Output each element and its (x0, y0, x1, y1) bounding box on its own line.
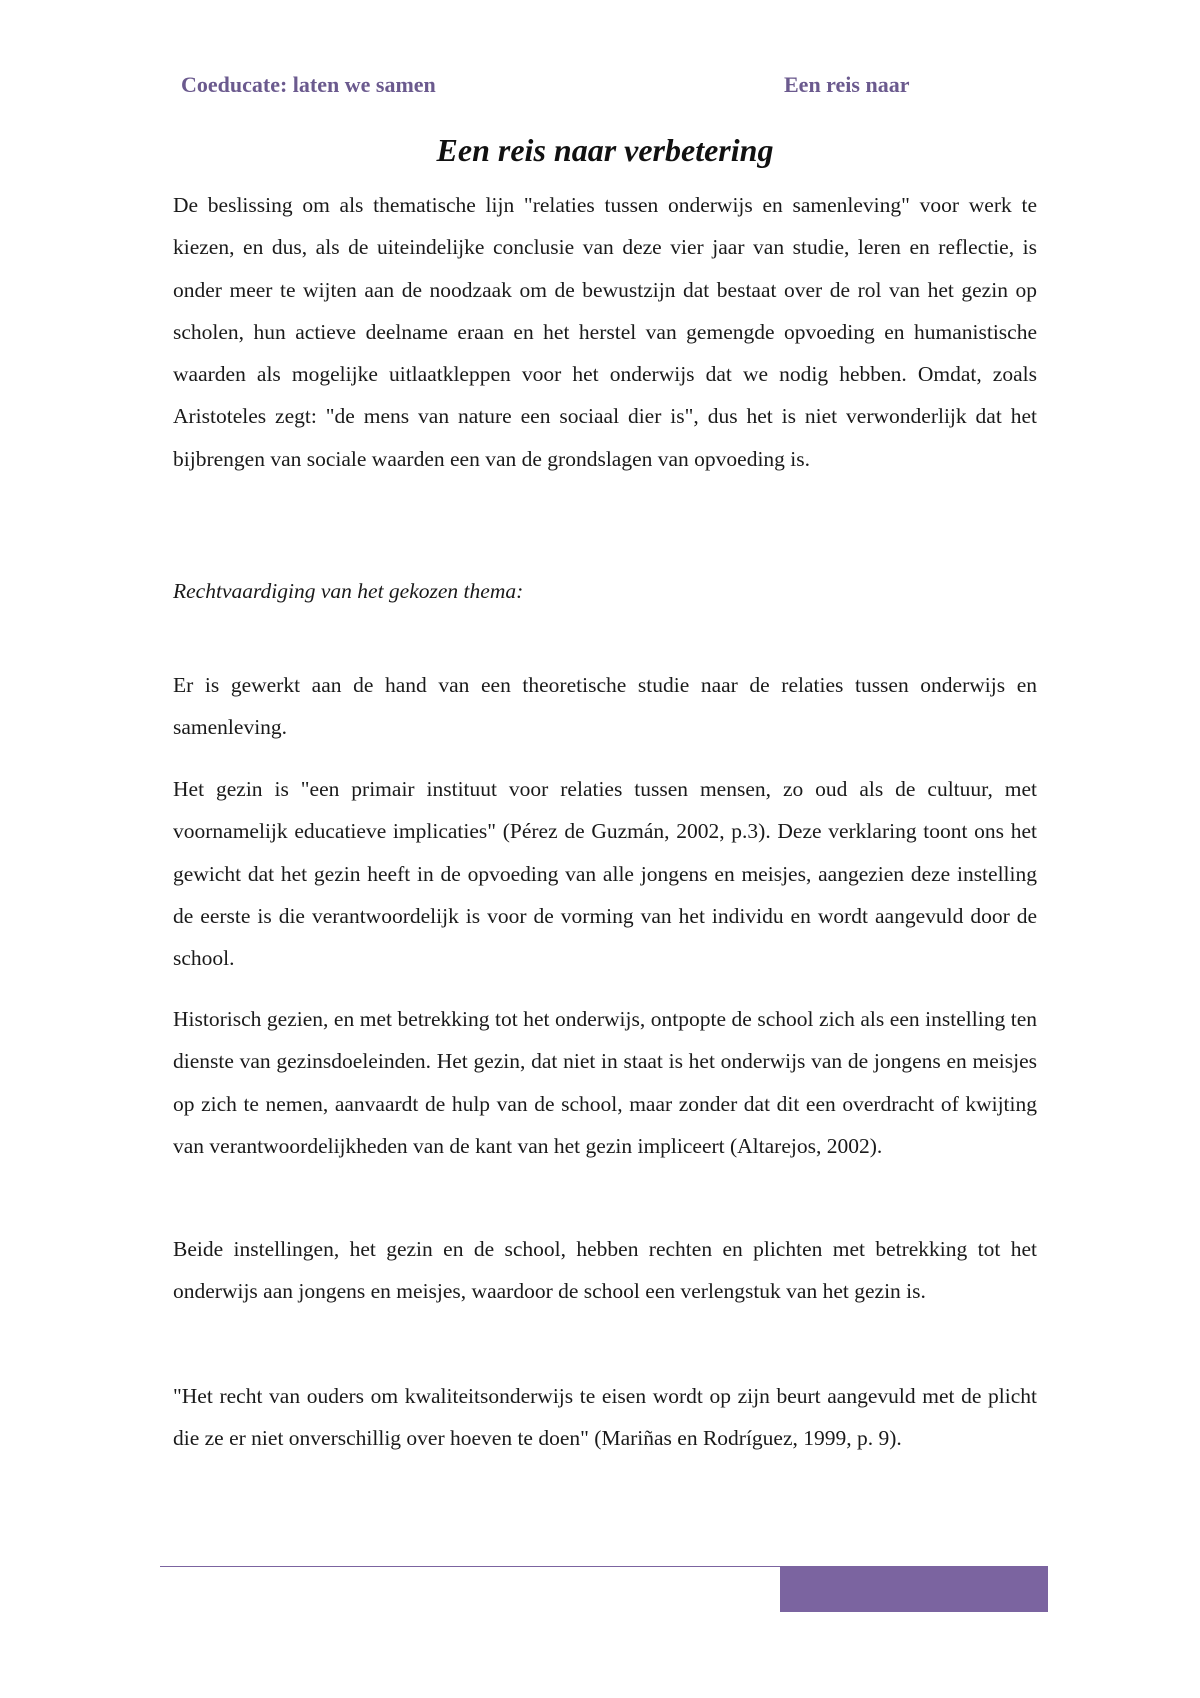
paragraph-intro: De beslissing om als thematische lijn "relaties tussen onderwijs en samenleving" voor werk te kiezen, en dus, als de uiteindelijke conclusie van deze vier jaar van studie, leren en reflectie, is onder meer te wijten aan de noodzaak om de bewustzijn dat bestaat over de rol van het gezin op scholen, hun actieve deelname eraan en het herstel van gemengde opvoeding en humanistische waarden als mogelijke uitlaatkleppen voor het onderwijs dat we nodig hebben. Omdat, zoals Aristoteles zegt: "de mens van nature een sociaal dier is", dus het is niet verwonderlijk dat het bijbrengen van sociale waarden een van de grondslagen van opvoeding is. (173, 193, 1037, 471)
footer-rule (160, 1566, 780, 1567)
section-subheading: Rechtvaardiging van het gekozen thema: (173, 579, 524, 603)
running-header-right: Een reis naar (784, 72, 910, 97)
paragraph-institutions: Beide instellingen, het gezin en de school, hebben rechten en plichten met betrekking tot het onderwijs aan jongens en meisjes, waardoor de school een verlengstuk van het gezin is. (173, 1237, 1037, 1304)
paragraph-family: Het gezin is "een primair instituut voor relaties tussen mensen, zo oud als de cultuur, met voornamelijk educatieve implicaties" (Pérez de Guzmán, 2002, p.3). Deze verklaring toont ons het gewicht dat het gezin heeft in de opvoeding van alle jongens en meisjes, aangezien deze instelling de eerste is die verantwoordelijk is voor de vorming van het individu en wordt aangevuld door de school. (173, 777, 1037, 971)
paragraph-quote: "Het recht van ouders om kwaliteitsonderwijs te eisen wordt op zijn beurt aangevuld met de plicht die ze er niet onverschillig over hoeven te doen" (Mariñas en Rodríguez, 1999, p. 9). (173, 1384, 1037, 1451)
footer-accent-block (780, 1566, 1048, 1612)
running-header-left: Coeducate: laten we samen (181, 72, 436, 97)
paragraph-study: Er is gewerkt aan de hand van een theoretische studie naar de relaties tussen onderwijs en samenleving. (173, 673, 1037, 740)
page-title: Een reis naar verbetering (436, 132, 774, 168)
paragraph-history: Historisch gezien, en met betrekking tot het onderwijs, ontpopte de school zich als een instelling ten dienste van gezinsdoeleinden. Het gezin, dat niet in staat is het onderwijs van de jongens en meisjes op zich te nemen, aanvaardt de hulp van de school, maar zonder dat dit een overdracht of kwijting van verantwoordelijkheden van de kant van het gezin impliceert (Altarejos, 2002). (173, 1007, 1037, 1158)
